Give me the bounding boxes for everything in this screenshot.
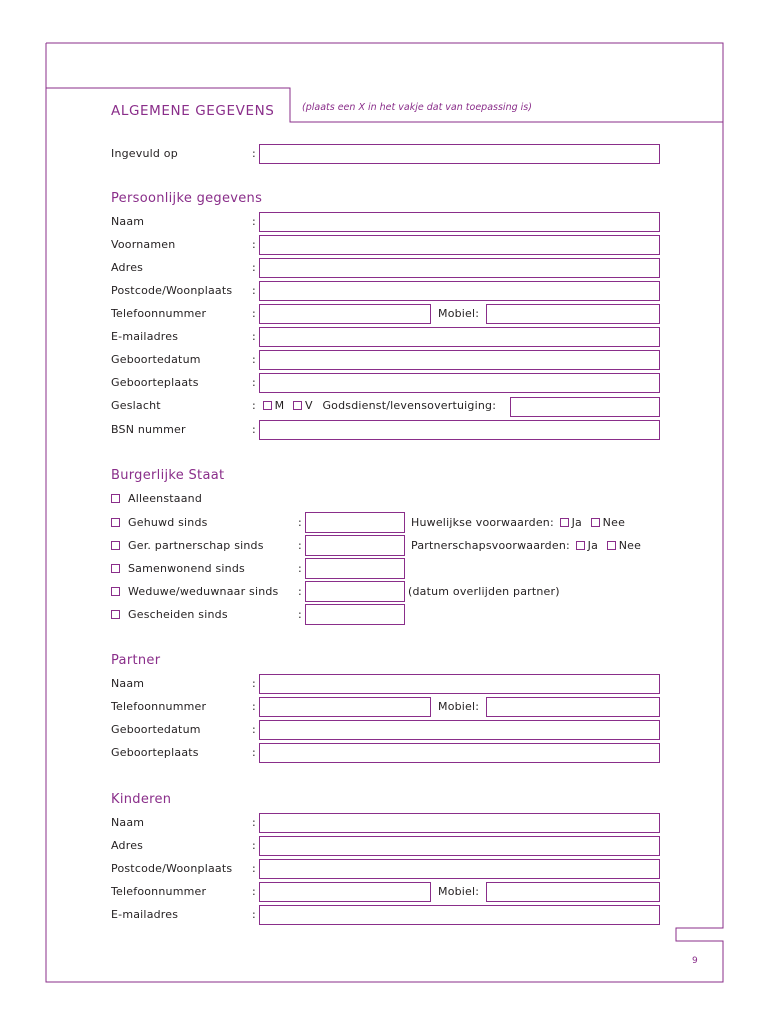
partner-name-field[interactable] xyxy=(259,674,660,694)
religion-field[interactable] xyxy=(510,397,660,417)
colon: : xyxy=(252,376,256,389)
personal-email-field[interactable] xyxy=(259,327,660,347)
civil-single-row xyxy=(111,492,202,505)
personal-postcode-field[interactable] xyxy=(259,281,660,301)
children-phone-label: Telefoonnummer xyxy=(111,885,207,898)
personal-first-names-field[interactable] xyxy=(259,235,660,255)
personal-birth-date-label: Geboortedatum xyxy=(111,353,201,366)
colon: : xyxy=(252,353,256,366)
civil-widowed-checkbox[interactable] xyxy=(111,587,120,596)
personal-phone-label: Telefoonnummer xyxy=(111,307,207,320)
civil-partnership-row xyxy=(111,539,264,552)
colon: : xyxy=(252,423,256,436)
civil-widowed-label: Weduwe/weduwnaar sinds xyxy=(128,585,279,598)
section-children-heading: Kinderen xyxy=(111,792,172,807)
colon: : xyxy=(252,816,256,829)
children-email-label: E-mailadres xyxy=(111,908,179,921)
partnership-terms-row xyxy=(411,539,641,552)
civil-divorced-label: Gescheiden sinds xyxy=(128,608,228,621)
children-name-field[interactable] xyxy=(259,813,660,833)
filled-on-field[interactable] xyxy=(259,144,660,164)
children-address-field[interactable] xyxy=(259,836,660,856)
personal-gender-label: Geslacht xyxy=(111,399,161,412)
colon: : xyxy=(252,839,256,852)
civil-partnership-checkbox[interactable] xyxy=(111,541,120,550)
children-mobile-label: Mobiel: xyxy=(438,885,480,898)
civil-cohabiting-label: Samenwonend sinds xyxy=(128,562,245,575)
civil-single-checkbox[interactable] xyxy=(111,494,120,503)
partnership-terms-no-label: Nee xyxy=(618,539,642,552)
partner-phone-label: Telefoonnummer xyxy=(111,700,207,713)
gender-options xyxy=(252,399,496,412)
civil-married-row xyxy=(111,516,208,529)
section-personal-heading: Persoonlijke gegevens xyxy=(111,191,263,206)
children-phone-field[interactable] xyxy=(259,882,431,902)
personal-birth-place-field[interactable] xyxy=(259,373,660,393)
colon: : xyxy=(252,700,256,713)
marriage-terms-label: Huwelijkse voorwaarden: xyxy=(411,516,554,529)
civil-married-label: Gehuwd sinds xyxy=(128,516,208,529)
partner-birth-date-field[interactable] xyxy=(259,720,660,740)
gender-m-label: M xyxy=(274,399,285,412)
civil-widowed-field[interactable] xyxy=(305,581,405,602)
personal-name-label: Naam xyxy=(111,215,145,228)
colon: : xyxy=(252,330,256,343)
civil-cohabiting-field[interactable] xyxy=(305,558,405,579)
marriage-terms-yes-label: Ja xyxy=(571,516,582,529)
personal-email-label: E-mailadres xyxy=(111,330,179,343)
personal-birth-date-field[interactable] xyxy=(259,350,660,370)
children-name-label: Naam xyxy=(111,816,145,829)
colon: : xyxy=(298,585,302,598)
personal-name-field[interactable] xyxy=(259,212,660,232)
colon: : xyxy=(252,261,256,274)
gender-m-checkbox[interactable] xyxy=(263,401,272,410)
marriage-terms-no-label: Nee xyxy=(602,516,626,529)
civil-partnership-field[interactable] xyxy=(305,535,405,556)
colon: : xyxy=(252,677,256,690)
partner-phone-field[interactable] xyxy=(259,697,431,717)
personal-phone-field[interactable] xyxy=(259,304,431,324)
marriage-terms-row xyxy=(411,516,625,529)
civil-divorced-checkbox[interactable] xyxy=(111,610,120,619)
personal-bsn-label: BSN nummer xyxy=(111,423,186,436)
personal-bsn-field[interactable] xyxy=(259,420,660,440)
form-title: ALGEMENE GEGEVENS xyxy=(111,103,275,119)
personal-postcode-label: Postcode/Woonplaats xyxy=(111,284,233,297)
colon: : xyxy=(252,307,256,320)
colon: : xyxy=(252,399,256,412)
civil-cohabiting-row xyxy=(111,562,245,575)
partner-birth-place-field[interactable] xyxy=(259,743,660,763)
gender-v-checkbox[interactable] xyxy=(293,401,302,410)
colon: : xyxy=(252,723,256,736)
personal-address-field[interactable] xyxy=(259,258,660,278)
colon: : xyxy=(252,746,256,759)
civil-divorced-row xyxy=(111,608,228,621)
marriage-terms-yes-checkbox[interactable] xyxy=(560,518,569,527)
civil-cohabiting-checkbox[interactable] xyxy=(111,564,120,573)
personal-first-names-label: Voornamen xyxy=(111,238,176,251)
colon: : xyxy=(298,516,302,529)
children-postcode-label: Postcode/Woonplaats xyxy=(111,862,233,875)
civil-single-label: Alleenstaand xyxy=(128,492,203,505)
partner-mobile-field[interactable] xyxy=(486,697,660,717)
colon: : xyxy=(252,238,256,251)
marriage-terms-no-checkbox[interactable] xyxy=(591,518,600,527)
personal-birth-place-label: Geboorteplaats xyxy=(111,376,199,389)
partnership-terms-no-checkbox[interactable] xyxy=(607,541,616,550)
civil-widowed-row xyxy=(111,585,278,598)
colon: : xyxy=(252,908,256,921)
colon: : xyxy=(298,562,302,575)
colon: : xyxy=(252,284,256,297)
colon: : xyxy=(298,539,302,552)
children-email-field[interactable] xyxy=(259,905,660,925)
partner-name-label: Naam xyxy=(111,677,145,690)
partnership-terms-yes-label: Ja xyxy=(587,539,599,552)
civil-married-field[interactable] xyxy=(305,512,405,533)
partner-birth-date-label: Geboortedatum xyxy=(111,723,201,736)
personal-address-label: Adres xyxy=(111,261,144,274)
form-hint: (plaats een X in het vakje dat van toepassing is) xyxy=(302,102,532,113)
children-mobile-field[interactable] xyxy=(486,882,660,902)
filled-on-label: Ingevuld op xyxy=(111,147,178,160)
section-civil-heading: Burgerlijke Staat xyxy=(111,468,225,483)
colon: : xyxy=(298,608,302,621)
civil-partnership-label: Ger. partnerschap sinds xyxy=(128,539,264,552)
personal-mobile-field[interactable] xyxy=(486,304,660,324)
religion-label: Godsdienst/levensovertuiging: xyxy=(322,399,497,412)
colon: : xyxy=(252,862,256,875)
civil-married-checkbox[interactable] xyxy=(111,518,120,527)
section-partner-heading: Partner xyxy=(111,653,161,668)
partnership-terms-yes-checkbox[interactable] xyxy=(576,541,585,550)
civil-death-note: (datum overlijden partner) xyxy=(408,585,560,598)
colon: : xyxy=(252,215,256,228)
partner-mobile-label: Mobiel: xyxy=(438,700,480,713)
civil-divorced-field[interactable] xyxy=(305,604,405,625)
page-number: 9 xyxy=(692,956,698,966)
children-address-label: Adres xyxy=(111,839,144,852)
colon: : xyxy=(252,885,256,898)
gender-v-label: V xyxy=(305,399,313,412)
partner-birth-place-label: Geboorteplaats xyxy=(111,746,199,759)
children-postcode-field[interactable] xyxy=(259,859,660,879)
personal-mobile-label: Mobiel: xyxy=(438,307,480,320)
partnership-terms-label: Partnerschapsvoorwaarden: xyxy=(411,539,570,552)
colon: : xyxy=(252,147,256,160)
